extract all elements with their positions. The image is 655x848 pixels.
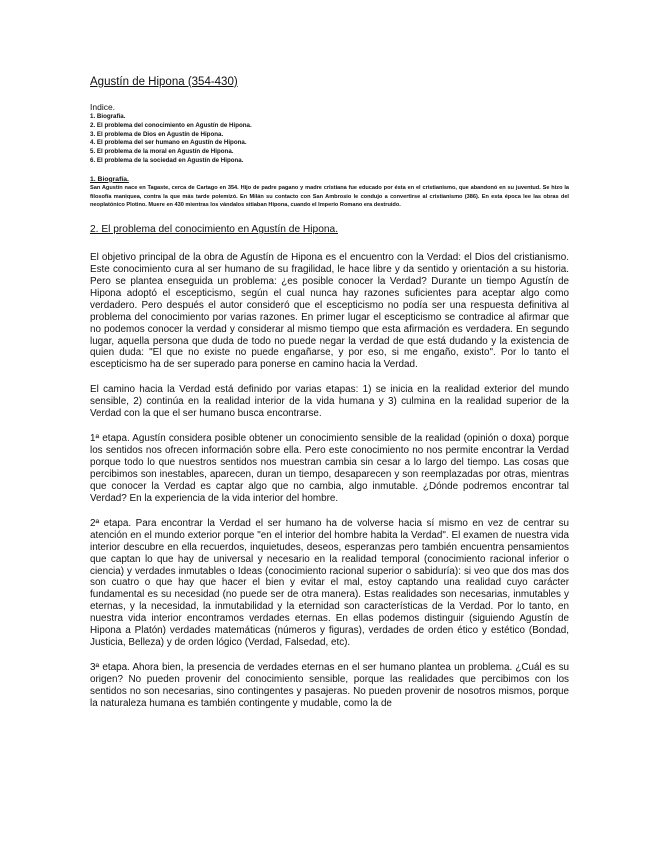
biography-heading: 1. Biografía. [90,175,129,183]
index-list [90,113,569,166]
paragraph: 1ª etapa. Agustín considera posible obtener un conocimiento sensible de la realidad (opinión o doxa) porque los sentidos nos ofrecen información sobre ella. Pero este conocimiento no nos permite encontrar la Verdad porque todo lo que nuestros sentidos nos muestran cambia sin cesar a lo largo del tiempo. Las cosas que percibimos son inestables, aparecen, duran un tiempo, desaparecen y son reemplazadas por otras, mientras que conocer la Verdad es captar algo que no cambia, algo inmutable. ¿Dónde podremos encontrar tal Verdad? En la experiencia de la vida interior del hombre. [90,433,569,504]
section-heading: 2. El problema del conocimiento en Agustín de Hipona. [90,224,339,236]
index-item: 1. Biografía. [90,113,126,120]
index-item: 3. El problema de Dios en Agustín de Hipona. [90,130,224,138]
biography-text: San Agustín nace en Tagaste, cerca de Cartago en 354. Hijo de padre pagano y madre cristiana fue educado por ésta en el cristianismo, que abandonó en su juventud. Se hizo la filosofía maniquea, contra la que más tarde polemizó. En Milán su contacto con San Ambrosio le condujo a convertirse al cristianismo (386). En esta época lee las obras del neoplatónico Plotino. Muere en 430 mientras los vándalos sitiaban Hipona, cuando el Imperio Romano era destruido. [90,184,569,209]
index-item: 6. El problema de la sociedad en Agustín de Hipona. [90,156,244,164]
paragraph: 3ª etapa. Ahora bien, la presencia de verdades eternas en el ser humano plantea un problema. ¿Cuál es su origen? No pueden provenir del conocimiento sensible, porque las realidades que percibimos con los sentidos no son necesarias, sino contingentes y pasajeras. No pueden provenir de nosotros mismos, porque la naturaleza humana es también contingente y mudable, como la de [90,662,569,709]
paragraph: El objetivo principal de la obra de Agustín de Hipona es el encuentro con la Verdad: el Dios del cristianismo. Este conocimiento cura al ser humano de su fragilidad, le hace libre y da sentido y orientación a su historia. Pero se plantea enseguida un problema: ¿es posible conocer la Verdad? Durante un tiempo Agustín de Hipona adoptó el escepticismo, según el cual nunca hay razones suficientes para aceptar algo como verdadero. Pero después el autor consideró que el escepticismo no podía ser una respuesta definitiva al problema del conocimiento por varias razones. En primer lugar el escepticismo se contradice al afirmar que no podemos conocer la verdad y considerar al mismo tiempo que esta afirmación es verdadera. En segundo lugar, aquella persona que duda de todo no puede negar la verdad de que está dudando y la existencia de quien duda: "El que no existe no puede engañarse, y por eso, si me engaño, existo". Por lo tanto el escepticismo ha de ser superado para ponerse en camino hacia la Verdad. [90,252,569,371]
paragraph: El camino hacia la Verdad está definido por varias etapas: 1) se inicia en la realidad exterior del mundo sensible, 2) continúa en la realidad interior de la vida humana y 3) culmina en la realidad superior de la Verdad con la que el ser humano busca encontrarse. [90,384,569,420]
index-item: 4. El problema del ser humano en Agustín de Hipona. [90,139,247,147]
index-item: 2. El problema del conocimiento en Agustín de Hipona. [90,121,252,129]
document-title: Agustín de Hipona (354-430) [90,76,238,88]
index-title: Indice. [90,102,116,112]
paragraph: 2ª etapa. Para encontrar la Verdad el ser humano ha de volverse hacia sí mismo en vez de centrar su atención en el mundo exterior porque "en el interior del hombre habita la Verdad". El examen de nuestra vida interior descubre en ella recuerdos, inquietudes, deseos, esperanzas pero también encuentra pensamientos que captan lo que hay de universal y necesario en la realidad temporal (conocimiento racional inferior o ciencia) y verdades inmutables o Ideas (conocimiento racional superior o sabiduría): si veo que dos mas dos son cuatro o que hay que hacer el bien y evitar el mal, estoy captando una realidad cuyo carácter fundamental es su necesidad (no puede ser de otra manera). Estas realidades son necesarias, inmutables y eternas, y la necesidad, la inmutabilidad y la eternidad son características de la Verdad. Por lo tanto, en nuestra vida interior encontramos verdades eternas. En ellas podemos distinguir (siguiendo Agustín de Hipona a Platón) verdades matemáticas (números y figuras), verdades de orden ético y estético (Bondad, Justicia, Belleza) y de orden lógico (Verdad, Falsedad, etc). [90,517,569,649]
index-item: 5. El problema de la moral en Agustín de Hipona. [90,148,234,156]
